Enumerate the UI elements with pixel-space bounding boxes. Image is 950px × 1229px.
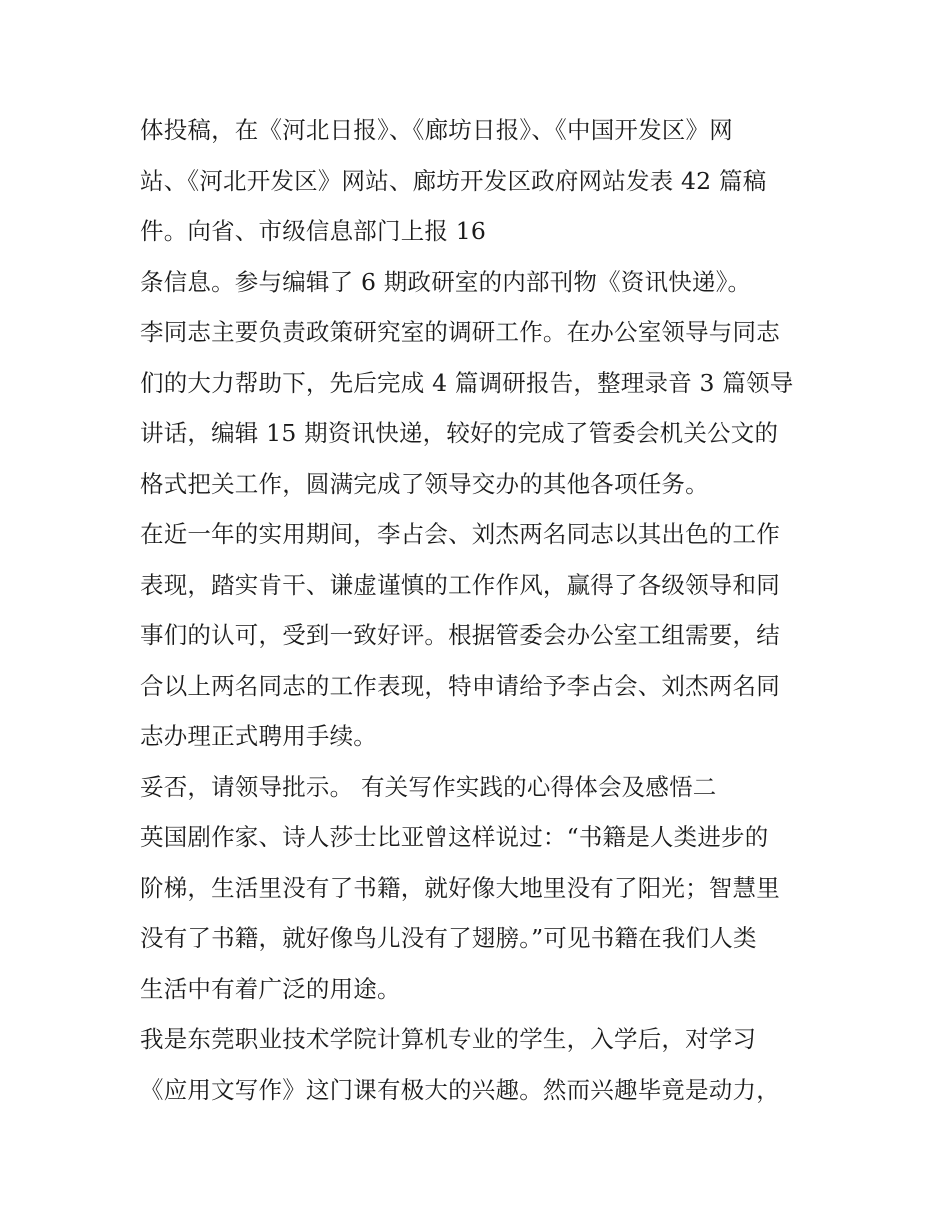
text-line: 条信息。参与编辑了 6 期政研室的内部刊物《资讯快递》。 <box>140 268 752 296</box>
text-line: 志办理正式聘用手续。 <box>140 722 377 750</box>
text-line: 在近一年的实用期间，李占会、刘杰两名同志以其出色的工作 <box>140 520 780 548</box>
text-line: 我是东莞职业技术学院计算机专业的学生，入学后，对学习 <box>140 1025 757 1053</box>
text-line: 格式把关工作，圆满完成了领导交办的其他各项任务。 <box>140 470 709 498</box>
text-line: 没有了书籍，就好像鸟儿没有了翅膀。”可见书籍在我们人类 <box>140 924 757 952</box>
text-line: 件。向省、市级信息部门上报 16 <box>140 217 487 245</box>
text-line: 讲话，编辑 15 期资讯快递，较好的完成了管委会机关公文的 <box>140 419 779 447</box>
text-line: 生活中有着广泛的用途。 <box>140 975 401 1003</box>
text-line: 《应用文写作》这门课有极大的兴趣。然而兴趣毕竟是动力， <box>140 1076 780 1104</box>
text-line: 英国剧作家、诗人莎士比亚曾这样说过：“书籍是人类进步的 <box>140 823 769 851</box>
text-line: 体投稿，在《河北日报》、《廊坊日报》、《中国开发区》网 <box>140 116 733 144</box>
text-line: 李同志主要负责政策研究室的调研工作。在办公室领导与同志 <box>140 318 780 346</box>
text-line: 们的大力帮助下，先后完成 4 篇调研报告，整理录音 3 篇领导 <box>140 369 794 397</box>
text-line: 站、《河北开发区》网站、廊坊开发区政府网站发表 42 篇稿 <box>140 167 767 195</box>
text-line: 事们的认可，受到一致好评。根据管委会办公室工组需要，结 <box>140 621 780 649</box>
text-line: 妥否，请领导批示。 有关写作实践的心得体会及感悟二 <box>140 773 717 801</box>
text-line: 阶梯，生活里没有了书籍，就好像大地里没有了阳光；智慧里 <box>140 874 780 902</box>
text-line: 合以上两名同志的工作表现，特申请给予李占会、刘杰两名同 <box>140 672 780 700</box>
text-line: 表现，踏实肯干、谦虚谨慎的工作作风，赢得了各级领导和同 <box>140 571 780 599</box>
